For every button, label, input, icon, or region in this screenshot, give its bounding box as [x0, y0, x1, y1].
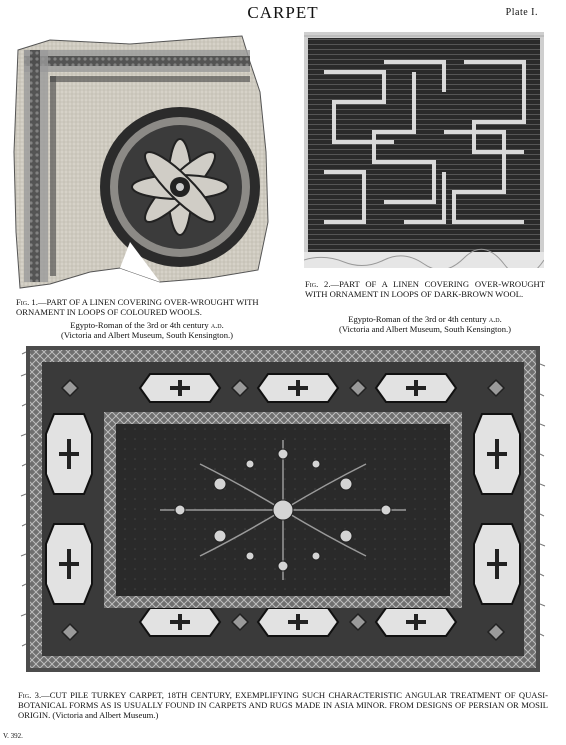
figure-3-source: (Victoria and Albert Museum.) [52, 710, 159, 720]
figure-1-source-period: Egypto-Roman of the 3rd or 4th century [70, 320, 209, 330]
figure-3-turkey-carpet [20, 344, 546, 676]
figure-3-caption [18, 690, 548, 720]
figure-1-linen-fragment [10, 32, 272, 294]
figure-1-caption-text: —PART OF A LINEN COVERING OVER-WROUGHT WITH ORNAMENT IN LOOPS OF COLOURED WOOLS. [16, 297, 259, 317]
figure-1-source-museum: (Victoria and Albert Museum, South Kensington.) [60, 330, 234, 340]
figure-1-source [16, 320, 278, 340]
figure-2-caption [305, 279, 545, 299]
figure-2-linen-covering [304, 32, 544, 268]
figure-1-caption [16, 297, 278, 317]
figure-3-caption-text: —CUT PILE TURKEY CARPET, 18TH CENTURY, EXEMPLIFYING SUCH CHARACTERISTIC ANGULAR TREATMENT OF QUASI-BOTANICAL FORMS AS IS USUALLY FOUND IN CARPETS AND RUGS MADE IN ASIA MINOR. FROM DESIGNS OF PERSIAN OR MOSIL ORIGIN. [18, 690, 548, 720]
figure-2-source [305, 314, 545, 334]
figure-2-source-era: a.d. [488, 314, 502, 324]
figure-1-number: Fig. 1. [16, 297, 38, 307]
figure-2-source-period: Egypto-Roman of the 3rd or 4th century [348, 314, 487, 324]
plate-number: Plate I. [505, 7, 538, 18]
page-title: CARPET [247, 3, 319, 22]
figure-2-source-museum: (Victoria and Albert Museum, South Kensington.) [338, 324, 512, 334]
figure-2-caption-text: —PART OF A LINEN COVERING OVER-WROUGHT WITH ORNAMENT IN LOOPS OF DARK-BROWN WOOL. [305, 279, 545, 299]
figure-1-source-era: a.d. [210, 320, 224, 330]
sheet-mark: V. 392. [3, 732, 23, 740]
figure-3-number: Fig. 3. [18, 690, 42, 700]
figure-2-number: Fig. 2. [305, 279, 331, 289]
